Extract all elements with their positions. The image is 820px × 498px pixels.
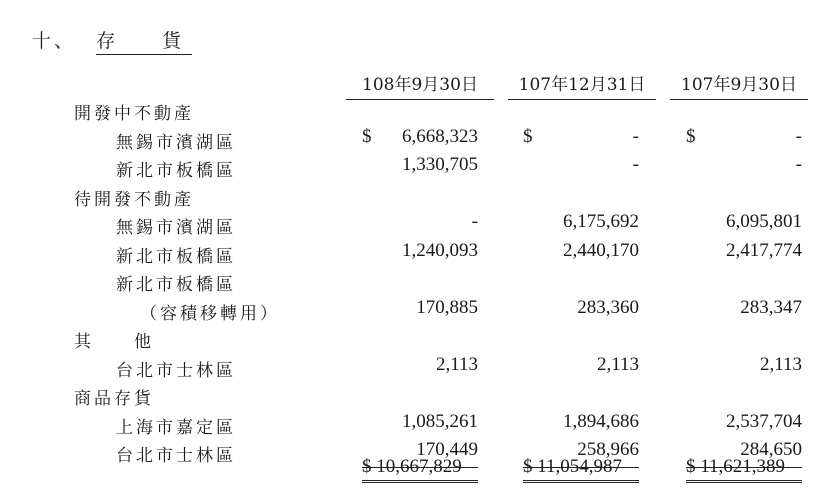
value-cell-107-09-30 bbox=[686, 97, 802, 125]
category-label: 其 他 bbox=[74, 332, 154, 352]
value-cell-108-09-30 bbox=[362, 154, 478, 182]
amount: 1,330,705 bbox=[402, 154, 478, 175]
value-cell-107-12-31 bbox=[523, 211, 639, 239]
location-label: 無錫市濱湖區 bbox=[116, 132, 236, 153]
amount: 2,417,774 bbox=[726, 239, 802, 261]
value-cell-108-09-30 bbox=[362, 325, 478, 353]
value-cell-107-12-31 bbox=[523, 325, 639, 353]
value-cell-108-09-30 bbox=[362, 240, 478, 268]
amount: 2,537,704 bbox=[726, 410, 802, 432]
value-cell-108-09-30 bbox=[362, 382, 478, 410]
amount: 170,449 bbox=[416, 439, 478, 460]
amount: 6,668,323 bbox=[402, 125, 478, 147]
amount: 2,113 bbox=[596, 353, 639, 375]
location-label: 新北市板橋區 bbox=[116, 275, 236, 295]
amount: - bbox=[795, 154, 802, 175]
amount: 258,966 bbox=[577, 439, 639, 460]
location-label: 無錫市濱湖區 bbox=[116, 218, 236, 238]
category-label: 開發中不動產 bbox=[74, 104, 194, 124]
table-row bbox=[0, 154, 820, 183]
location-label: 上海市嘉定區 bbox=[116, 417, 236, 438]
table-row bbox=[0, 325, 820, 354]
value-cell-107-09-30 bbox=[686, 325, 802, 353]
table-row bbox=[0, 240, 820, 269]
total-value-108-09-30: $ 10,667,829 bbox=[362, 456, 478, 483]
value-cell-107-09-30 bbox=[686, 297, 802, 325]
value-cell-107-09-30 bbox=[686, 211, 802, 239]
value-cell-107-12-31 bbox=[523, 154, 639, 182]
value-cell-107-09-30 bbox=[686, 268, 802, 296]
table-row bbox=[0, 183, 820, 212]
value-cell-107-12-31 bbox=[523, 268, 639, 296]
value-cell-107-12-31 bbox=[523, 126, 639, 154]
value-cell-108-09-30 bbox=[362, 211, 478, 239]
value-cell-107-12-31 bbox=[523, 183, 639, 211]
value-cell-108-09-30 bbox=[362, 183, 478, 211]
amount: - bbox=[632, 125, 639, 147]
section-number: 十、 bbox=[32, 30, 77, 52]
column-header-107-12-31: 107年12月31日 bbox=[508, 70, 656, 100]
value-cell-107-09-30 bbox=[686, 382, 802, 410]
value-cell-107-09-30 bbox=[686, 240, 802, 268]
value-cell-108-09-30 bbox=[362, 268, 478, 296]
inventory-table bbox=[0, 97, 820, 468]
value-cell-108-09-30 bbox=[362, 97, 478, 125]
value-cell-107-12-31 bbox=[523, 97, 639, 125]
category-label: 待開發不動產 bbox=[74, 189, 194, 210]
total-value-107-12-31: $ 11,054,987 bbox=[523, 456, 639, 483]
value-cell-107-12-31 bbox=[523, 411, 639, 439]
value-cell-107-12-31 bbox=[523, 240, 639, 268]
value-cell-107-12-31 bbox=[523, 354, 639, 382]
total-value-107-09-30: $ 11,621,389 bbox=[686, 456, 802, 483]
location-label: 新北市板橋區 bbox=[116, 161, 236, 181]
amount: 2,440,170 bbox=[563, 239, 639, 261]
table-row bbox=[0, 126, 820, 155]
amount: 1,240,093 bbox=[402, 239, 478, 261]
column-header-107-09-30: 107年9月30日 bbox=[670, 70, 808, 100]
amount: 2,113 bbox=[759, 353, 802, 375]
column-header-108-09-30: 108年9月30日 bbox=[346, 70, 494, 100]
location-label: （容積移轉用） bbox=[140, 303, 280, 324]
value-cell-107-09-30 bbox=[686, 411, 802, 439]
amount: 170,885 bbox=[416, 296, 478, 318]
total-row bbox=[0, 456, 820, 486]
amount: 284,650 bbox=[740, 439, 802, 460]
amount: 283,360 bbox=[577, 296, 639, 318]
table-row bbox=[0, 268, 820, 297]
currency-symbol: $ bbox=[686, 125, 696, 147]
category-label: 商品存貨 bbox=[74, 389, 154, 409]
location-label: 新北市板橋區 bbox=[116, 246, 236, 267]
column-headers bbox=[0, 70, 820, 98]
amount: 6,175,692 bbox=[563, 211, 639, 232]
currency-symbol: $ bbox=[523, 125, 533, 147]
currency-symbol: $ bbox=[362, 125, 372, 147]
amount: 2,113 bbox=[435, 353, 478, 375]
amount: 1,894,686 bbox=[563, 410, 639, 432]
location-label: 台北市士林區 bbox=[116, 360, 236, 381]
amount: - bbox=[795, 125, 802, 147]
value-cell-107-09-30 bbox=[686, 126, 802, 154]
amount: - bbox=[471, 211, 478, 232]
value-cell-108-09-30 bbox=[362, 411, 478, 439]
section-heading bbox=[32, 26, 192, 55]
value-cell-108-09-30 bbox=[362, 354, 478, 382]
location-label: 台北市士林區 bbox=[116, 446, 236, 466]
table-row bbox=[0, 382, 820, 411]
value-cell-108-09-30 bbox=[362, 126, 478, 154]
amount: 6,095,801 bbox=[726, 211, 802, 232]
value-cell-107-12-31 bbox=[523, 297, 639, 325]
value-cell-107-09-30 bbox=[686, 183, 802, 211]
table-row bbox=[0, 211, 820, 240]
table-row bbox=[0, 411, 820, 440]
amount: 1,085,261 bbox=[402, 410, 478, 432]
value-cell-107-09-30 bbox=[686, 354, 802, 382]
value-cell-107-09-30 bbox=[686, 154, 802, 182]
table-row bbox=[0, 97, 820, 126]
table-row bbox=[0, 354, 820, 383]
section-title: 存 貨 bbox=[96, 26, 192, 55]
table-row bbox=[0, 297, 820, 326]
value-cell-108-09-30 bbox=[362, 297, 478, 325]
value-cell-107-12-31 bbox=[523, 382, 639, 410]
amount: - bbox=[632, 154, 639, 175]
amount: 283,347 bbox=[740, 296, 802, 318]
